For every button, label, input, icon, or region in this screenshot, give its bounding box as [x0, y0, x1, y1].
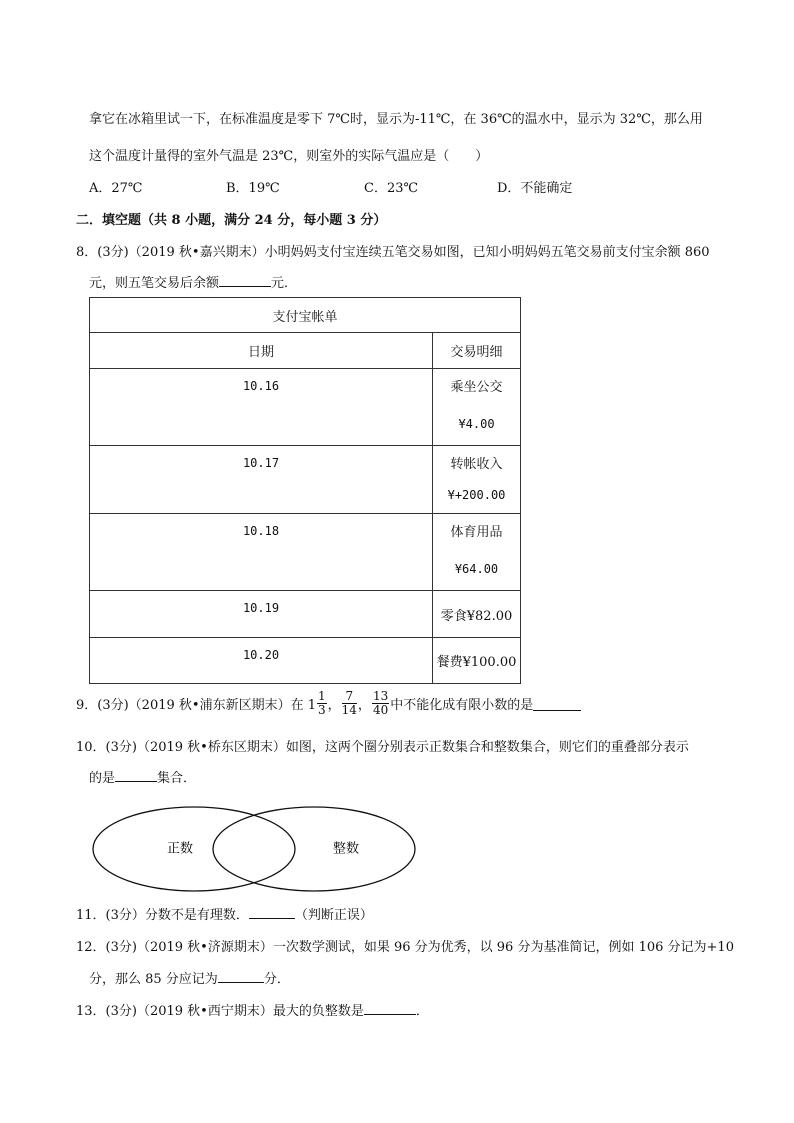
q10-line2: 的是 集合． [89, 767, 196, 786]
bill-header-detail: 交易明细 [433, 333, 521, 369]
q7-line2: 这个温度计量得的室外气温是 23℃，则室外的实际气温应是（ ） [89, 149, 489, 164]
bill-detail-amount: ¥4.00 [458, 417, 495, 431]
bill-date: 10.18 [90, 514, 433, 591]
q8-line2-text-a: 元，则五笔交易后余额 [89, 276, 220, 291]
section2-title: 二．填空题（共 8 小题，满分 24 分，每小题 3 分） [76, 213, 387, 228]
q7-option-a: A．27℃ [89, 181, 143, 196]
q13-line: 13．(3分)（2019 秋•西宁期末）最大的负整数是 ． [76, 1000, 429, 1019]
q11-line: 11．(3分）分数不是有理数． （判断正误） [76, 904, 373, 923]
q7-option-d: D．不能确定 [497, 181, 573, 196]
q12-line2: 分，那么 85 分应记为 分． [89, 968, 290, 987]
fraction-13-40: $\frac{13}{40}$ [372, 689, 389, 717]
q10-line1: 10．(3分)（2019 秋•桥东区期末）如图，这两个圈分别表示正数集合和整数集合，则它们的重叠部分表示 [76, 740, 689, 755]
q10-answer-blank[interactable] [115, 767, 157, 782]
bill-header-date: 日期 [90, 333, 433, 369]
bill-date: 10.20 [90, 638, 433, 684]
q7-option-c: C．23℃ [364, 181, 419, 196]
q8-line2-text-b: 元． [271, 276, 298, 291]
venn-label-positive: 正数 [167, 841, 194, 857]
bill-detail-desc: 转帐收入 [450, 457, 503, 472]
fraction-7-14: $\frac{7}{14}$ [341, 689, 357, 717]
q13-answer-blank[interactable] [364, 1000, 416, 1015]
q9-line: 9．(3分)（2019 秋•浦东新区期末）在 1 $\frac{1}{3}$ ， $\frac{7}{14}$ ， $\frac{13}{40}$ 中不能化成有限小数的是 [76, 690, 581, 717]
table-row [90, 446, 521, 514]
bill-date: 10.19 [90, 591, 433, 638]
q8-line2 [89, 272, 297, 291]
bill-detail: 零食¥82.00 [433, 591, 521, 638]
venn-circle-integer [213, 807, 415, 891]
fraction-1-1-3: $\frac{1}{3}$ [317, 689, 326, 717]
bill-detail: 餐费¥100.00 [433, 638, 521, 684]
bill-detail [433, 514, 521, 591]
q8-answer-blank[interactable] [219, 272, 271, 287]
q7-option-b: B．19℃ [226, 181, 280, 196]
q7-line1: 拿它在冰箱里试一下，在标准温度是零下 7℃时，显示为-11℃，在 36℃的温水中，显示为 32℃，那么用 [89, 112, 703, 127]
venn-diagram [90, 805, 420, 893]
table-row [90, 591, 521, 638]
venn-label-integer: 整数 [333, 841, 360, 857]
q9-suffix: 中不能化成有限小数的是 [390, 698, 534, 713]
q8-line1: 8．(3分)（2019 秋•嘉兴期末）小明妈妈支付宝连续五笔交易如图，已知小明妈妈五笔交易前支付宝余额 860 [76, 245, 710, 260]
alipay-bill-table [89, 297, 521, 684]
table-row [90, 514, 521, 591]
q9-prefix: 9．(3分)（2019 秋•浦东新区期末）在 1 [76, 698, 316, 713]
bill-detail-desc: 体育用品 [450, 525, 503, 540]
q12-answer-blank[interactable] [218, 968, 264, 983]
bill-date: 10.17 [90, 446, 433, 514]
table-row [90, 369, 521, 446]
bill-detail [433, 446, 521, 514]
bill-detail [433, 369, 521, 446]
table-row [90, 638, 521, 684]
bill-detail-amount: ¥64.00 [454, 562, 499, 576]
q12-line1: 12．(3分)（2019 秋•济源期末）一次数学测试，如果 96 分为优秀，以 96 分为基准简记，例如 106 分记为+10 [76, 940, 734, 955]
q9-answer-blank[interactable] [533, 696, 581, 711]
venn-circle-positive [93, 807, 295, 891]
q11-answer-blank[interactable] [249, 904, 295, 919]
bill-detail-amount: ¥+200.00 [447, 488, 506, 502]
bill-detail-desc: 乘坐公交 [450, 380, 503, 395]
bill-date: 10.16 [90, 369, 433, 446]
bill-title: 支付宝帐单 [90, 298, 521, 333]
